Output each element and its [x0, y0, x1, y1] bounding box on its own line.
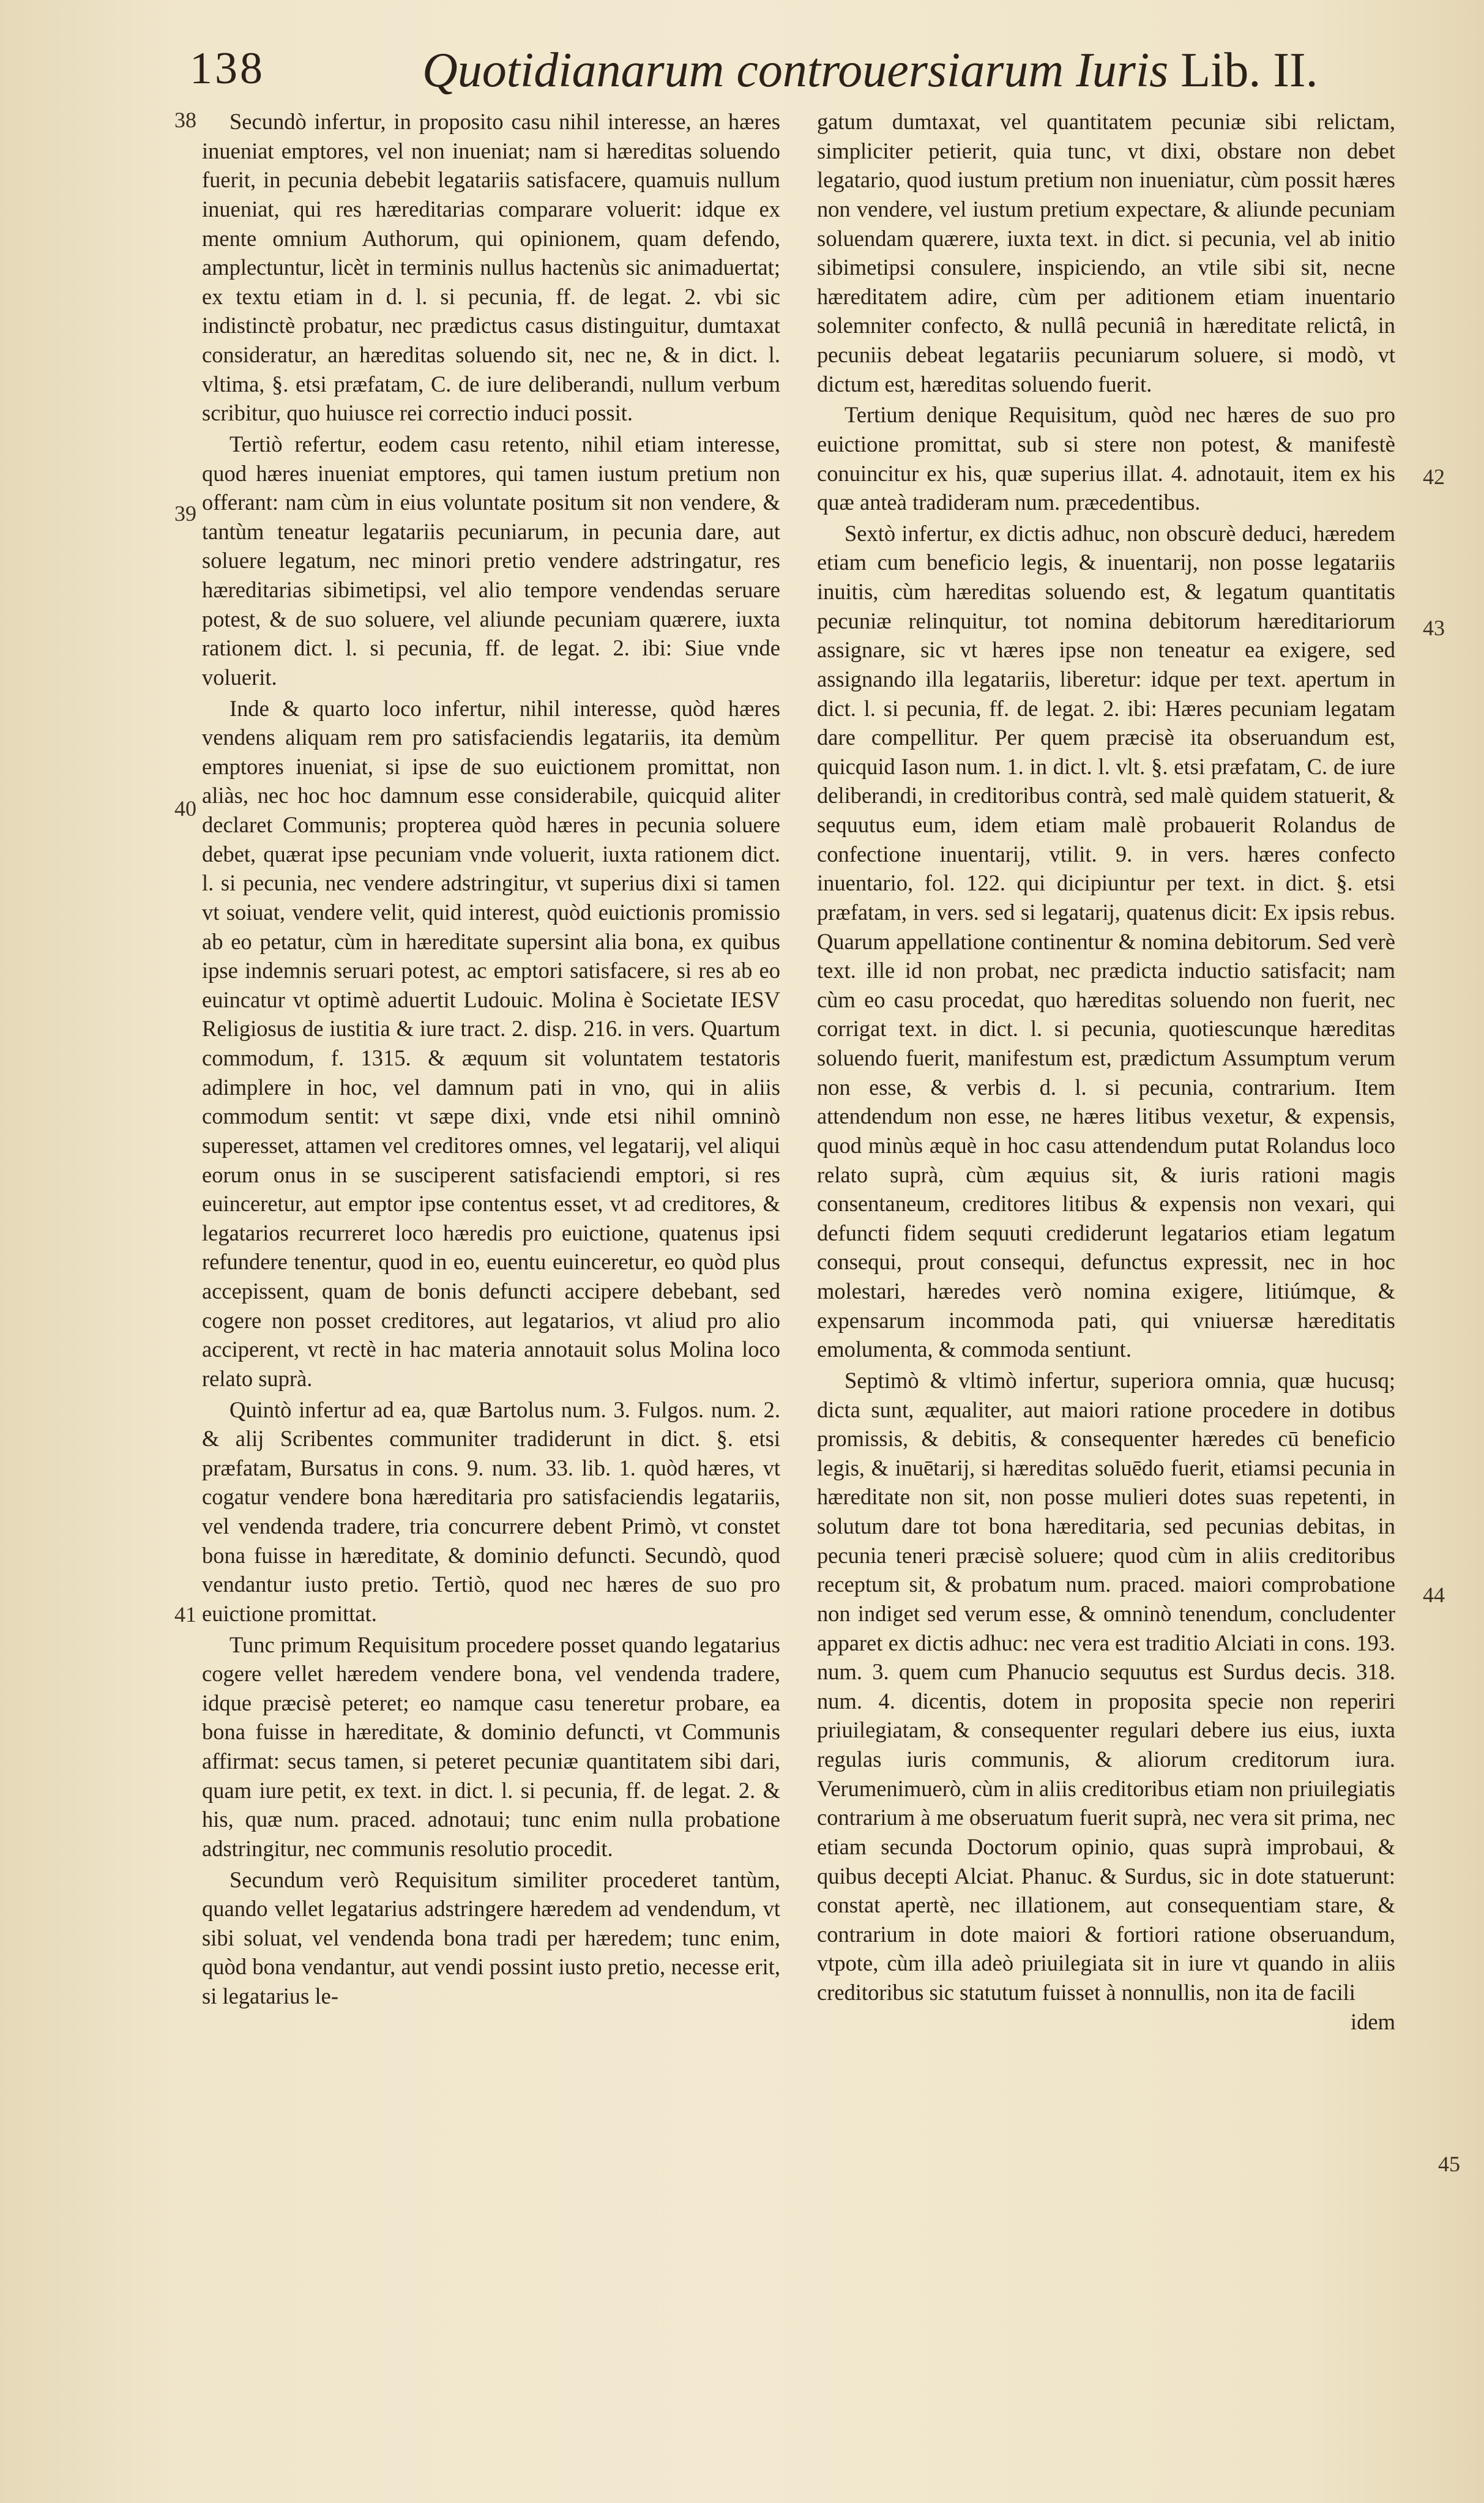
left-column: [202, 107, 780, 2011]
margin-number-44: 44: [1423, 1583, 1445, 1607]
paragraph-42: Tertium denique Requisitum, quòd nec hæres de suo pro euictione promittat, sub si stere non potest, & manifestè conuincitur ex his, quæ superius illat. 4. adnotauit, item ex his quæ anteà tradideram num. præcedentibus.: [817, 402, 1395, 515]
paragraph-40: Inde & quarto loco infertur, nihil interesse, quòd hæres vendens aliquam rem pro satisfaciendis legatariis, ita demùm emptores inueniat, si ipse de suo euictionem promittat, non aliàs, nec hoc hoc damnum esse considerabile, quicquid aliter declaret Communis; propterea quòd hæres in pecunia soluere debet, quærat ipse pecuniam vnde voluerit, iuxta rationem dict. l. si pecunia, nec vendere adstringitur, vt superius dixi si tamen vt soiuat, vendere velit, quid interest, quòd euictionis promissio ab eo petatur, cùm in hæreditate supersint alia bona, ex quibus ipse indemnis seruari potest, ac emptori satisfacere, si res ab eo euincatur vt optimè aduertit Ludouic. Molina è Societate IESV Religiosus de iustitia & iure tract. 2. disp. 216. in vers. Quartum commodum, f. 1315. & æquum sit voluntatem testatoris adimplere in hoc, vel damnum pati in vno, qui in aliis commodum sentit: vt sæpe dixi, vnde etsi nihil omninò superesset, attamen vel creditores omnes, vel legatarij, vel aliqui eorum onus in se susciperent satisfaciendi emptori, si res euinceretur, aut emptor ipse contentus esset, vt ad creditores, & legatarios recurreret loco hæredis pro euictione, quatenus ipsi refundere tenentur, quod in eo, euentu euinceretur, eo quòd plus accepissent, quam de bonis defuncti accipere debebant, sed cogere non posset creditores, aut legatarios, vt aliud pro alio acciperent, vt rectè in hac materia annotauit solus Molina loco relato suprà.: [202, 695, 780, 1391]
paragraph-38: Secundò infertur, in proposito casu nihil interesse, an hæres inueniat emptores, vel non inueniat; nam si hæreditas soluendo fuerit, in pecunia debebit legatariis satisfacere, quamuis nullum inueniat, qui res hæreditarias comparare voluerit: idque ex mente omnium Authorum, qui opinionem, quam defendo, amplectuntur, licèt in terminis nullus hactenùs sic animaduertat; ex textu etiam in d. l. si pecunia, ff. de legat. 2. vbi sic indistinctè probatur, nec prædictus casus distinguitur, dumtaxat consideratur, an hæreditas soluendo sit, nec ne, & in dict. l. vltima, §. etsi præfatam, C. de iure deliberandi, nullum verbum scribitur, quo huiusce rei correctio induci possit.: [202, 109, 780, 426]
paragraph-41-continued: gatum dumtaxat, vel quantitatem pecuniæ sibi relictam, simpliciter petierit, quia tunc, vt dixi, obstare non debet legatario, quod iustum pretium non inueniatur, cùm possit hæres non vendere, vel iustum pretium expectare, & aliunde pecuniam soluendam quærere, iuxta text. in dict. si pecunia, vel ab initio sibimetipsi consulere, inspiciendo, an vtile sibi sit, necne hæreditatem adire, cùm per aditionem etiam inuentario solemniter confecto, & nullâ pecuniâ in hæreditate relictâ, in pecuniis debeat legatariis pecuniarum soluere, si modò, vt dictum est, hæreditas soluendo fuerit.: [817, 109, 1395, 397]
paragraph-39: Tertiò refertur, eodem casu retento, nihil etiam interesse, quod hæres inueniat emptores, qui tamen iustum pretium non offerant: nam cùm in eius voluntate positum sit non vendere, & tantùm teneatur legatariis pecuniarum, in pecunia dare, aut soluere legatum, nec minori pretio vendere adstringatur, res hæreditarias sibimetipsi, vel alio tempore vendendas seruare potest, & de suo soluere, vel aliunde pecuniam quærere, iuxta rationem dict. l. si pecunia, ff. de legat. 2. ibi: Siue vnde voluerit.: [202, 431, 780, 690]
margin-number-43: 43: [1423, 616, 1445, 640]
catchword: idem: [1351, 2009, 1395, 2034]
margin-number-41: 41: [174, 1602, 196, 1627]
margin-number-38: 38: [174, 108, 196, 132]
margin-number-42: 42: [1423, 464, 1445, 489]
running-title-text: Quotidianarum controuersiarum Iuris: [422, 43, 1169, 97]
paragraph-41: Quintò infertur ad ea, quæ Bartolus num. 3. Fulgos. num. 2. & alij Scribentes communiter tradiderunt in dict. §. etsi præfatam, Bursatus in cons. 9. num. 33. lib. 1. quòd hæres, vt cogatur vendere bona hæreditaria pro satisfaciendis legatariis, vel vendenda tradere, tria concurrere debent Primò, vt constet bona fuisse in hæreditate, & dominio defuncti. Secundò, quod vendantur iusto pretio. Tertiò, quod nec hæres de suo pro euictione promittat.: [202, 1397, 780, 1626]
margin-number-40: 40: [174, 796, 196, 821]
right-column: [817, 107, 1395, 2036]
paragraph-43: Sextò infertur, ex dictis adhuc, non obscurè deduci, hæredem etiam cum beneficio legis, & inuentarij, non posse legatariis inuitis, cùm hæreditas soluendo est, & legatum quantitatis pecuniæ relinquitur, tot nomina debitorum hæreditariorum assignare, sic vt hæres ipse non teneatur ea exigere, sed assignando illa legatariis, liberetur: idque per text. apertum in dict. l. si pecunia, ff. de legat. 2. ibi: Hæres pecuniam legatam dare compellitur. Per quem præcisè ita obseruandum est, quicquid Iason num. 1. in dict. l. vlt. §. etsi præfatam, C. de iure deliberandi, in creditoribus contrà, sed malè quidem statuerit, & sequutus eum, idem etiam malè probauerit Rolandus de confectione inuentarij, vtilit. 9. in vers. hæres confecto inuentario, fol. 122. qui dicipiuntur per text. in dict. §. etsi præfatam, in vers. sed si legatarij, quatenus dicit: Ex ipsis rebus. Quarum appellatione continentur & nomina debitorum. Sed verè text. ille id non probat, nec prædicta inductio satisfacit; nam cùm eo casu procedat, quo hæreditas soluendo non fuerit, nec corrigat text. in dict. l. si pecunia, quotiescunque hæreditas soluendo fuerit, manifestum est, prædictum Assumptum verum non esse, & verbis d. l. si pecunia, contrarium. Item attendendum non esse, ne hæres litibus vexetur, & expensis, quod minùs æquè in hoc casu attendendum putat Rolandus loco relato suprà, cùm æquius sit, & iuris rationi magis consentaneum, creditores litibus & expensis non vexari, qui defuncti fidem sequuti crediderunt legatarios etiam legatum consequi, prout consequi, defunctus expressit, nec in hoc molestari, hæredes verò nomina exigere, litiúmque, & expensarum incommoda pati, qui vniuersæ hæreditatis emolumenta, & commoda sentiunt.: [817, 520, 1395, 1362]
running-title: [422, 43, 1318, 99]
paragraph-41-requisite-2: Secundum verò Requisitum similiter procederet tantùm, quando vellet legatarius adstringere hæredem ad vendendum, vt sibi soluat, vel vendenda bona tradi per hæredem; tunc enim, quòd bona vendantur, aut vendi possint iusto pretio, necesse erit, si legatarius le-: [202, 1867, 780, 2009]
page-header: [190, 43, 1318, 110]
paragraph-44: Septimò & vltimò infertur, superiora omnia, quæ hucusq; dicta sunt, æqualiter, aut maiori ratione procedere in dotibus promissis, & debitis, & consequenter hæredes cū beneficio legis, & inuētarij, si hæreditas soluēdo fuerit, etiamsi pecunia in hæreditate non sit, non posse mulieri dotes suas repetenti, in solutum dare tot bona hæreditaria, sed pecunias debitas, in pecunia teneri præcisè soluere; quod cùm in aliis creditoribus receptum sit, & probatum num. praced. maiori comprobatione non indiget sed verum esse, & omninò tenendum, concludenter apparet ex dictis adhuc: nec vera est traditio Alciati in cons. 193. num. 3. quem cum Phanucio sequutus est Surdus decis. 318. num. 4. dicentis, dotem in proposita specie non reperiri priuilegiatam, & consequenter regulari debere ius eius, iuxta regulas iuris communis, & aliorum creditorum iura. Verumenimuerò, cùm in aliis creditoribus etiam non priuilegiatis contrarium à me obseruatum fuerit suprà, nec vera sit prima, nec etiam secunda Doctorum opinio, quas suprà improbaui, & quibus decepti Alciat. Phanuc. & Surdus, sic in dote statuerunt: constat apertè, nec illationem, aut consequentiam stare, & contrarium in dote maiori & fortiori ratione obseruandum, vtpote, cùm illa adeò priuilegiata sit in iure vt quando in aliis creditoribus sic statutum fuisset à nonnullis, non ita de facili: [817, 1367, 1395, 2005]
paragraph-41-requisite-1: Tunc primum Requisitum procedere posset quando legatarius cogere vellet hæredem vendere bona, vel vendenda tradere, idque præcisè peteret; eo namque casu teneretur probare, ea bona fuisse in hæreditate, & dominio defuncti, vt Communis affirmat: secus tamen, si peteret pecuniæ quantitatem sibi dari, quam iure petit, ex text. in dict. l. si pecunia, ff. de legat. 2. & his, quæ num. praced. adnotaui; tunc enim nulla probatione adstringitur, nec communis resolutio procedit.: [202, 1632, 780, 1861]
book-number: Lib. II.: [1180, 43, 1318, 97]
margin-number-39: 39: [174, 501, 196, 526]
page-number: 138: [190, 43, 265, 94]
margin-number-45: 45: [1438, 2152, 1460, 2176]
